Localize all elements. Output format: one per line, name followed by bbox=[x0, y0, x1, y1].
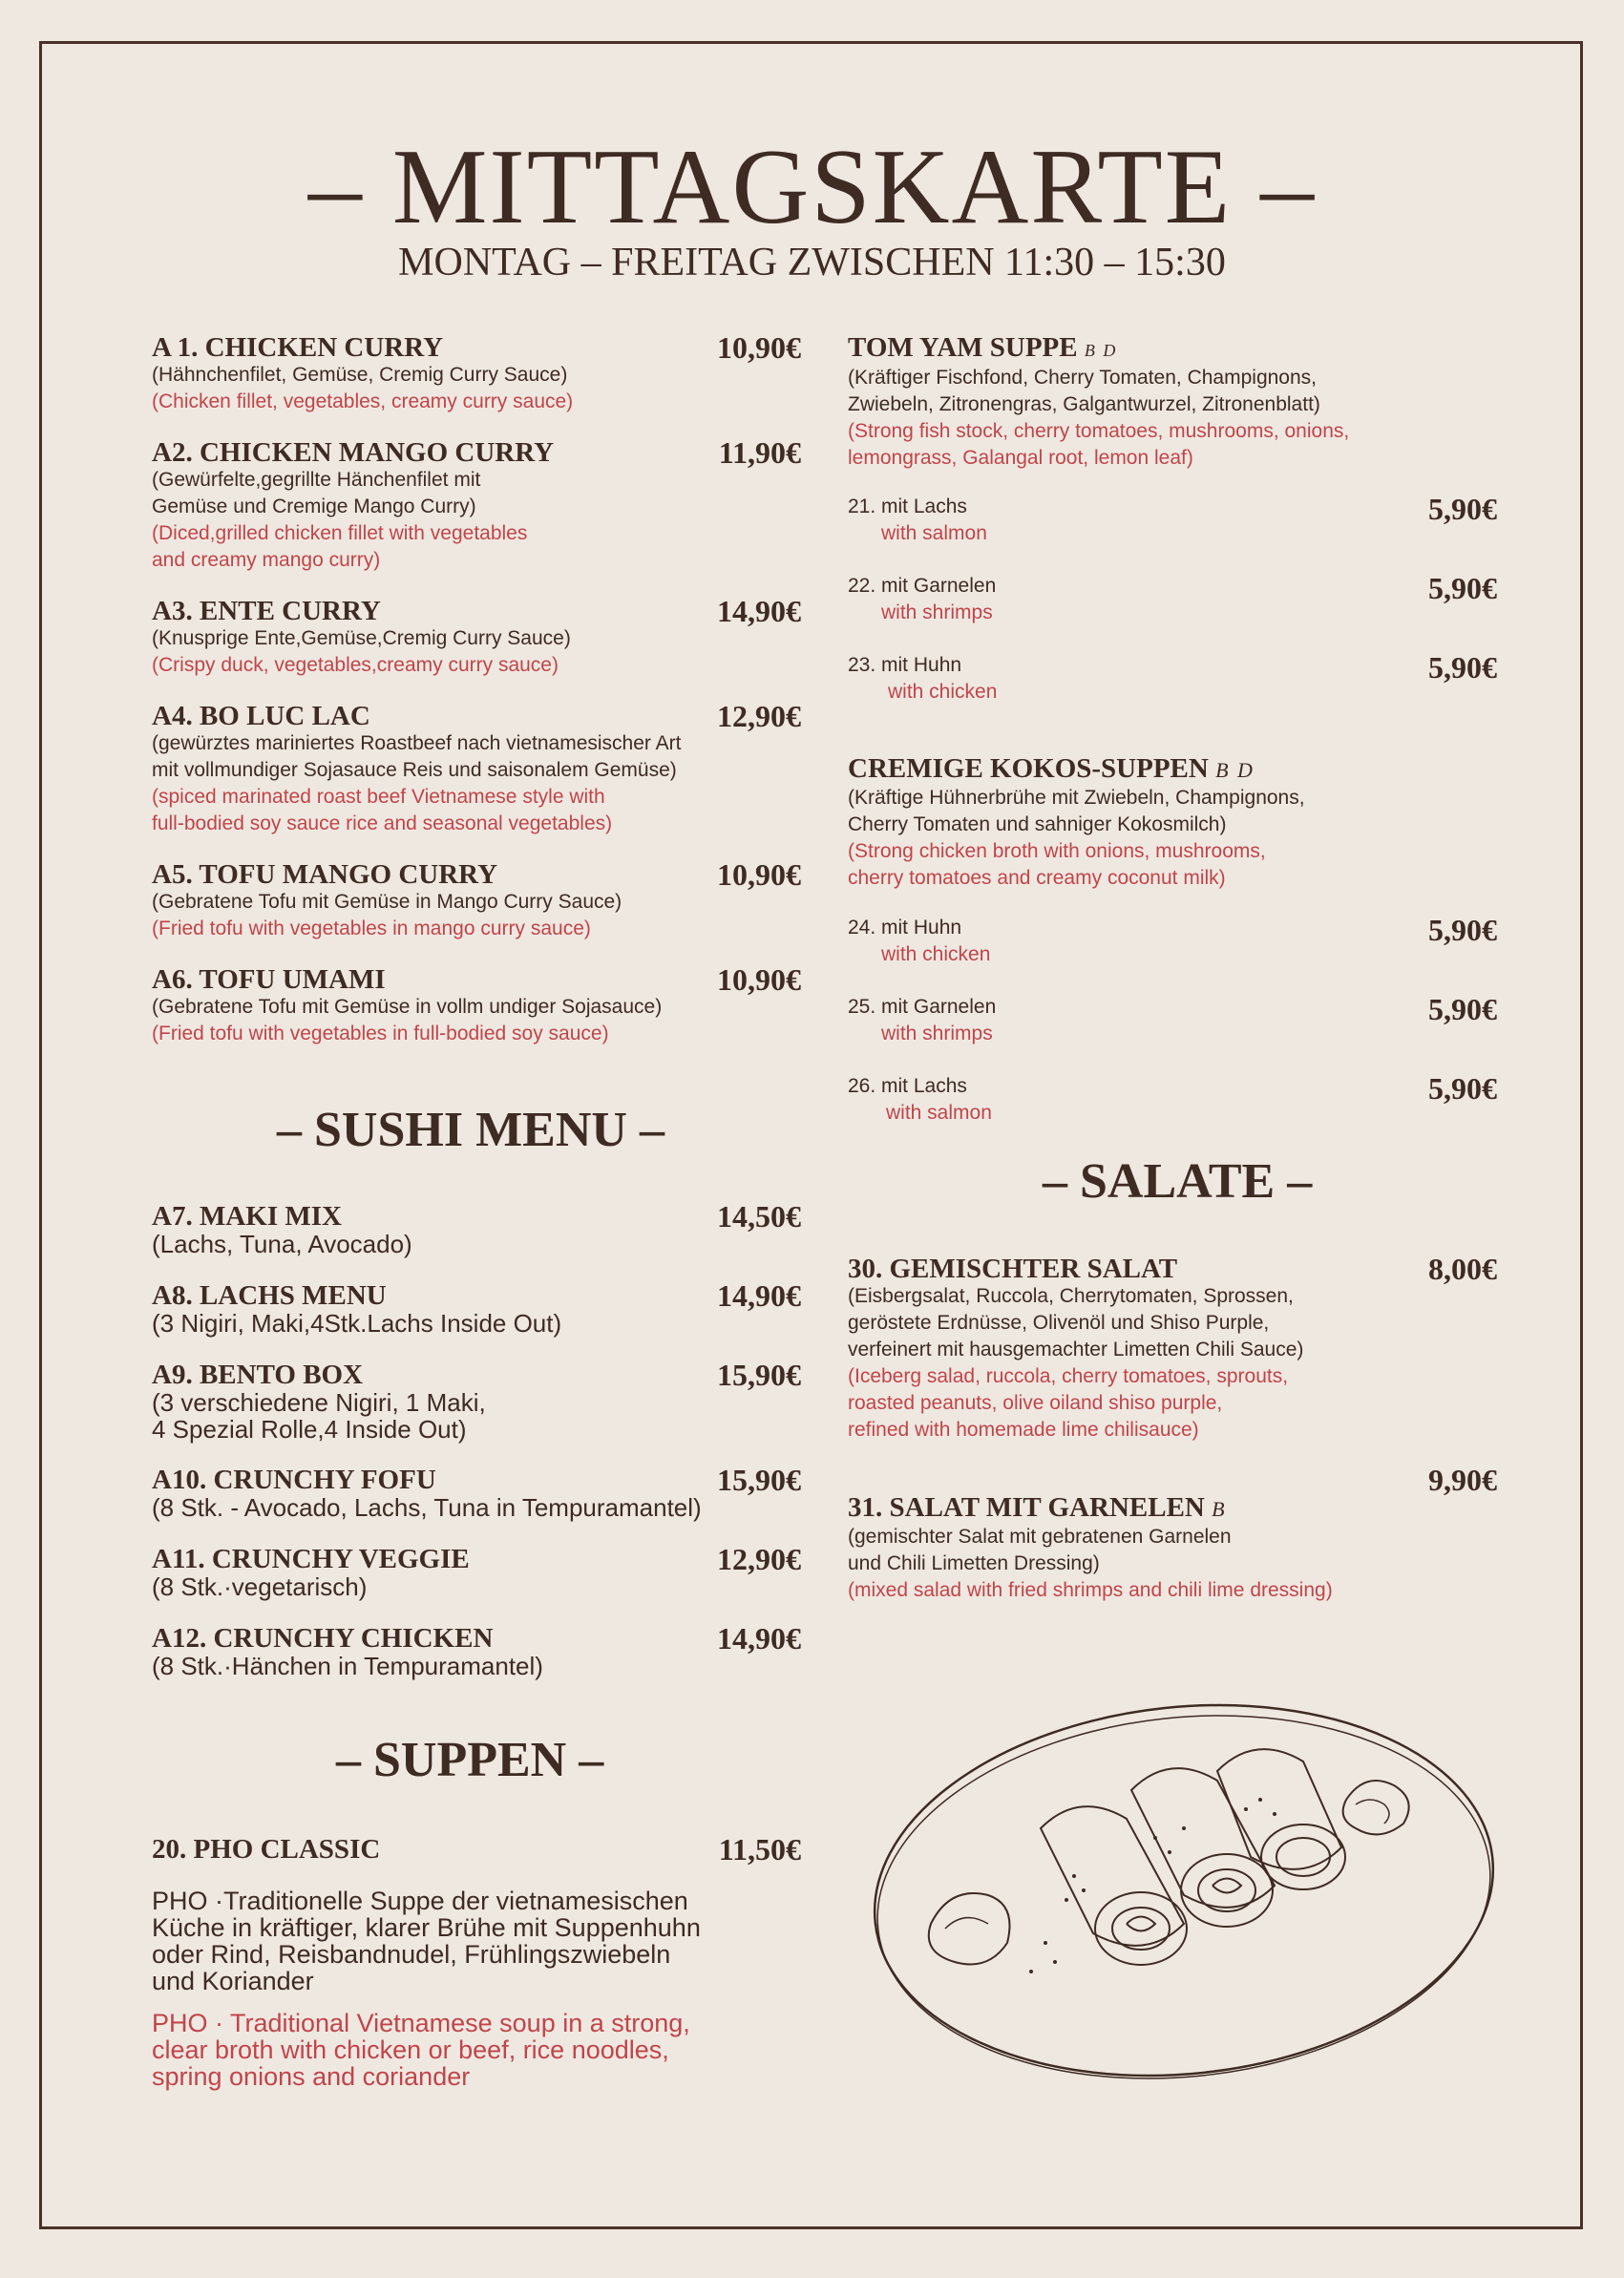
menu-item-a4 bbox=[152, 699, 801, 837]
menu-item-a11 bbox=[152, 1542, 801, 1601]
item-name: A8. LACHS MENU bbox=[152, 1280, 387, 1311]
item-price: 14,50€ bbox=[717, 1199, 801, 1234]
item-desc-de: (8 Stk. - Avocado, Lachs, Tuna in Tempuramantel) bbox=[152, 1493, 702, 1522]
section-heading-salate: – SALATE – bbox=[1043, 1154, 1313, 1209]
item-desc-de: (gewürztes mariniertes Roastbeef nach vietnamesischer Art mit vollmundiger Sojasauce Reis und saisonalem Gemüse) bbox=[152, 732, 682, 781]
item-name: A11. CRUNCHY VEGGIE bbox=[152, 1544, 470, 1574]
item-desc-de: (Gebratene Tofu mit Gemüse in Mango Curry Sauce) bbox=[152, 891, 622, 913]
item-price: 11,90€ bbox=[718, 435, 801, 470]
item-desc-de: (Kräftige Hühnerbrühe mit Zwiebeln, Champignons, Cherry Tomaten und sahniger Kokosmilch) bbox=[848, 787, 1305, 835]
menu-item-a1 bbox=[152, 330, 801, 415]
item-price: 11,50€ bbox=[718, 1832, 801, 1867]
option-price: 5,90€ bbox=[1428, 992, 1497, 1026]
menu-item-a3 bbox=[152, 594, 801, 679]
item-name: A2. CHICKEN MANGO CURRY bbox=[152, 437, 555, 468]
item-desc-de: (Lachs, Tuna, Avocado) bbox=[152, 1230, 412, 1258]
item-desc-en: (spiced marinated roast beef Vietnamese style with full-bodied soy sauce rice and seasonal vegetables) bbox=[152, 786, 613, 834]
menu-item-a7 bbox=[152, 1199, 801, 1258]
menu-item-a8 bbox=[152, 1278, 801, 1338]
item-name: A12. CRUNCHY CHICKEN bbox=[152, 1623, 494, 1654]
option-24 bbox=[848, 913, 1497, 968]
option-21 bbox=[848, 492, 1497, 547]
item-price: 10,90€ bbox=[717, 330, 801, 365]
option-en: with shrimps bbox=[881, 1023, 993, 1044]
item-desc-de: (gemischter Salat mit gebratenen Garnelen und Chili Limetten Dressing) bbox=[848, 1526, 1232, 1574]
menu-item-20 bbox=[152, 1832, 801, 1867]
item-desc-de: (Gebratene Tofu mit Gemüse in vollm undiger Sojasauce) bbox=[152, 996, 663, 1018]
sushi-plate-illustration bbox=[854, 1695, 1523, 2096]
item-name: A3. ENTE CURRY bbox=[152, 596, 381, 626]
item-desc-en: (Strong chicken broth with onions, mushrooms, cherry tomatoes and creamy coconut milk) bbox=[848, 840, 1266, 889]
item-price: 14,90€ bbox=[717, 1621, 801, 1656]
option-26 bbox=[848, 1071, 1497, 1127]
menu-item-kokos bbox=[848, 754, 1497, 892]
item-desc-de: (8 Stk.·Hänchen in Tempuramantel) bbox=[152, 1652, 543, 1680]
pho-description bbox=[152, 1888, 820, 2090]
option-25 bbox=[848, 992, 1497, 1047]
item-name: A6. TOFU UMAMI bbox=[152, 964, 386, 995]
allergen-tags: B D bbox=[1215, 758, 1255, 782]
item-name: 20. PHO CLASSIC bbox=[152, 1834, 381, 1865]
item-name: CREMIGE KOKOS-SUPPEN bbox=[848, 753, 1209, 784]
option-price: 5,90€ bbox=[1428, 1071, 1497, 1106]
item-price: 10,90€ bbox=[717, 962, 801, 997]
item-desc-en: (Diced,grilled chicken fillet with vegetables and creamy mango curry) bbox=[152, 522, 528, 571]
allergen-tags: B bbox=[1212, 1497, 1227, 1521]
item-desc-de: (Eisbergsalat, Ruccola, Cherrytomaten, Sprossen, geröstete Erdnüsse, Olivenöl und Shiso Purple, verfeinert mit hausgemachter Limetten Chili Sauce) bbox=[848, 1285, 1304, 1360]
item-desc-en: (mixed salad with fried shrimps and chili lime dressing) bbox=[848, 1579, 1333, 1601]
option-en: with salmon bbox=[886, 1102, 992, 1124]
option-label: 25. mit Garnelen bbox=[848, 996, 997, 1018]
item-desc-de: (8 Stk.·vegetarisch) bbox=[152, 1572, 368, 1601]
allergen-tags: B D bbox=[1084, 341, 1118, 360]
item-name: A9. BENTO BOX bbox=[152, 1360, 364, 1390]
item-desc-de: (Hähnchenfilet, Gemüse, Cremig Curry Sauce) bbox=[152, 364, 568, 386]
item-name: A5. TOFU MANGO CURRY bbox=[152, 859, 498, 890]
menu-item-a6 bbox=[152, 962, 801, 1047]
item-price: 10,90€ bbox=[717, 857, 801, 892]
item-desc-en: (Iceberg salad, ruccola, cherry tomatoes, sprouts, roasted peanuts, olive oiland shiso purple, refined with homemade lime chilisauce) bbox=[848, 1365, 1289, 1441]
item-name: A4. BO LUC LAC bbox=[152, 701, 370, 731]
item-price: 12,90€ bbox=[717, 699, 801, 733]
menu-item-a9 bbox=[152, 1360, 801, 1443]
item-name: A7. MAKI MIX bbox=[152, 1201, 342, 1232]
menu-item-30 bbox=[848, 1252, 1497, 1444]
option-label: 21. mit Lachs bbox=[848, 496, 967, 517]
item-desc-en: (Fried tofu with vegetables in mango curry sauce) bbox=[152, 918, 591, 939]
menu-item-a12 bbox=[152, 1621, 801, 1680]
item-price: 12,90€ bbox=[717, 1542, 801, 1576]
item-desc-de: (Kräftiger Fischfond, Cherry Tomaten, Champignons, Zwiebeln, Zitronengras, Galgantwurzel, Zitronenblatt) bbox=[848, 367, 1320, 415]
menu-item-a5 bbox=[152, 857, 801, 942]
option-price: 5,90€ bbox=[1428, 913, 1497, 947]
item-desc-en: (Crispy duck, vegetables,creamy curry sauce) bbox=[152, 654, 559, 676]
item-desc-de: (3 Nigiri, Maki,4Stk.Lachs Inside Out) bbox=[152, 1309, 562, 1338]
item-desc-de: (Knusprige Ente,Gemüse,Cremig Curry Sauce) bbox=[152, 627, 571, 649]
item-desc-en: (Strong fish stock, cherry tomatoes, mushrooms, onions, lemongrass, Galangal root, lemon leaf) bbox=[848, 420, 1350, 469]
item-price: 9,90€ bbox=[1428, 1463, 1497, 1497]
section-heading-suppen: – SUPPEN – bbox=[336, 1733, 604, 1787]
item-price: 15,90€ bbox=[717, 1358, 801, 1392]
item-price: 8,00€ bbox=[1428, 1252, 1497, 1286]
option-price: 5,90€ bbox=[1428, 492, 1497, 526]
menu-item-tom-yam bbox=[848, 333, 1497, 472]
item-desc-en: PHO · Traditional Vietnamese soup in a strong, clear broth with chicken or beef, rice noodles, spring onions and coriander bbox=[152, 2009, 690, 2091]
item-desc-de: (3 verschiedene Nigiri, 1 Maki, 4 Spezial Rolle,4 Inside Out) bbox=[152, 1388, 486, 1444]
item-price: 14,90€ bbox=[717, 594, 801, 628]
option-en: with chicken bbox=[881, 943, 991, 965]
option-label: 23. mit Huhn bbox=[848, 654, 962, 676]
item-desc-de: (Gewürfelte,gegrillte Hänchenfilet mit Gemüse und Cremige Mango Curry) bbox=[152, 469, 481, 517]
item-name: TOM YAM SUPPE bbox=[848, 332, 1078, 363]
option-price: 5,90€ bbox=[1428, 571, 1497, 605]
menu-item-31 bbox=[848, 1463, 1497, 1604]
item-name: 31. SALAT MIT GARNELEN bbox=[848, 1492, 1205, 1523]
menu-item-a10 bbox=[152, 1463, 801, 1522]
item-name: 30. GEMISCHTER SALAT bbox=[848, 1254, 1178, 1284]
item-name: A 1. CHICKEN CURRY bbox=[152, 332, 444, 363]
item-desc-de: PHO ·Traditionelle Suppe der vietnamesischen Küche in kräftiger, klarer Brühe mit Suppenhuhn oder Rind, Reisbandnudel, Frühlingszwiebeln und Koriander bbox=[152, 1887, 701, 1995]
item-price: 14,90€ bbox=[717, 1278, 801, 1313]
section-heading-sushi: – SUSHI MENU – bbox=[277, 1103, 664, 1157]
option-label: 22. mit Garnelen bbox=[848, 575, 997, 597]
option-22 bbox=[848, 571, 1497, 626]
option-label: 24. mit Huhn bbox=[848, 917, 962, 939]
item-price: 15,90€ bbox=[717, 1463, 801, 1497]
item-desc-en: (Fried tofu with vegetables in full-bodied soy sauce) bbox=[152, 1023, 609, 1044]
option-23 bbox=[848, 650, 1497, 706]
menu-item-a2 bbox=[152, 435, 801, 574]
menu-subtitle: MONTAG – FREITAG ZWISCHEN 11:30 – 15:30 bbox=[398, 241, 1226, 285]
menu-title: – MITTAGSKARTE – bbox=[307, 128, 1317, 246]
item-name: A10. CRUNCHY FOFU bbox=[152, 1465, 436, 1495]
option-en: with chicken bbox=[888, 681, 998, 703]
option-price: 5,90€ bbox=[1428, 650, 1497, 685]
option-en: with salmon bbox=[881, 522, 987, 544]
option-label: 26. mit Lachs bbox=[848, 1075, 967, 1097]
item-desc-en: (Chicken fillet, vegetables, creamy curry sauce) bbox=[152, 390, 574, 412]
option-en: with shrimps bbox=[881, 601, 993, 623]
